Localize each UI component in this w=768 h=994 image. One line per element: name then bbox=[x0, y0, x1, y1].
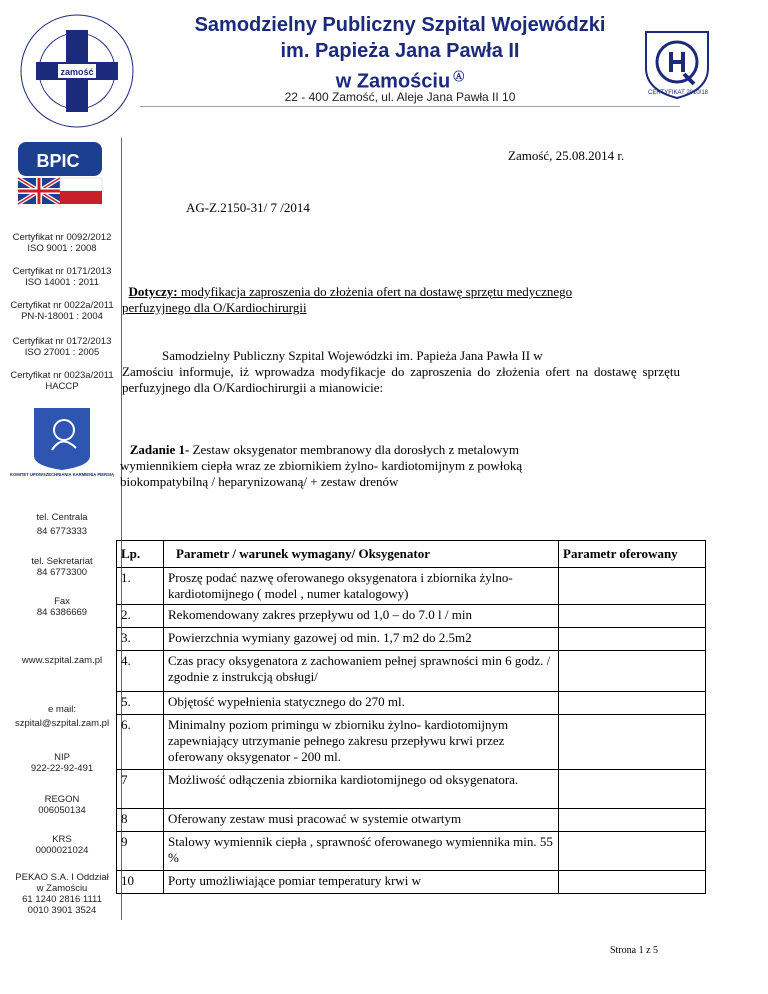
row-offered-cell[interactable] bbox=[559, 628, 706, 651]
subject-line1: modyfikacja zaproszenia do złożenia ofert na dostawę sprzętu medycznego bbox=[177, 284, 573, 299]
contact-krs bbox=[6, 834, 118, 856]
cert-number: Certyfikat nr 0171/2013 bbox=[12, 266, 112, 277]
contact-fax bbox=[6, 596, 118, 618]
cert-1 bbox=[6, 266, 118, 288]
task-line1: Zestaw oksygenator membranowy dla dorosłych z metalowym bbox=[189, 442, 519, 457]
row-offered-cell[interactable] bbox=[559, 871, 706, 894]
cert-number: Certyfikat nr 0172/2013 bbox=[12, 336, 112, 347]
contact-label: NIP bbox=[54, 752, 70, 763]
row-number: 10 bbox=[117, 871, 164, 894]
letter-subject bbox=[122, 284, 682, 316]
cert-number: Certyfikat nr 0092/2012 bbox=[12, 232, 112, 243]
contact-label: tel. Centrala bbox=[36, 512, 88, 523]
row-number: 2. bbox=[117, 605, 164, 628]
table-row bbox=[117, 568, 706, 605]
table-header-row bbox=[117, 541, 706, 568]
intro-line1: Samodzielny Publiczny Szpital Wojewódzki im. Papieża Jana Pawła II w bbox=[162, 348, 543, 363]
cert-3 bbox=[6, 336, 118, 358]
cert-2 bbox=[6, 300, 118, 322]
row-offered-cell[interactable] bbox=[559, 832, 706, 871]
hospital-name-line2: im. Papieża Jana Pawła II bbox=[280, 40, 520, 62]
registered-mark-icon: Ⓐ bbox=[450, 71, 465, 83]
row-offered-cell[interactable] bbox=[559, 605, 706, 628]
cert-standard: HACCP bbox=[45, 381, 79, 392]
task-line3: biokompatybilną / heparynizowaną/ + zestaw drenów bbox=[120, 474, 399, 489]
bpic-logo-text: BPIC bbox=[36, 151, 80, 171]
row-parameter: Porty umożliwiające pomiar temperatury krwi w bbox=[164, 871, 559, 894]
row-number: 7 bbox=[117, 770, 164, 809]
table-row bbox=[117, 809, 706, 832]
cert-number: Certyfikat nr 0022a/2011 bbox=[10, 300, 114, 311]
row-parameter: Objętość wypełnienia statycznego do 270 ml. bbox=[164, 692, 559, 715]
header-offered: Parametr oferowany bbox=[559, 541, 706, 568]
website-link[interactable]: www.szpital.zam.pl bbox=[21, 655, 103, 666]
contact-label: Fax bbox=[54, 596, 70, 607]
parameters-table bbox=[116, 540, 706, 894]
contact-value: 922-22-92-491 bbox=[30, 763, 94, 774]
hospital-name-line1: Samodzielny Publiczny Szpital Wojewódzki bbox=[194, 14, 606, 36]
row-number: 4. bbox=[117, 651, 164, 692]
reference-number: AG-Z.2150-31/ 7 /2014 bbox=[186, 200, 310, 215]
cert-standard: ISO 27001 : 2005 bbox=[24, 347, 100, 358]
bank-account-part1: 61 1240 2816 1111 bbox=[22, 894, 102, 905]
bank-account-part2: 0010 3901 3524 bbox=[27, 905, 97, 916]
bank-info bbox=[6, 872, 118, 916]
row-number: 5. bbox=[117, 692, 164, 715]
contact-central bbox=[6, 512, 118, 537]
hospital-name-line3: w Zamościu bbox=[335, 70, 451, 93]
task-description bbox=[120, 442, 680, 490]
bpic-logo bbox=[18, 142, 102, 206]
contact-value: 84 6773300 bbox=[36, 567, 88, 578]
row-offered-cell[interactable] bbox=[559, 715, 706, 770]
row-parameter: Możliwość odłączenia zbiornika kardiotomijnego od oksygenatora. bbox=[164, 770, 559, 809]
header-lp: Lp. bbox=[117, 541, 164, 568]
contact-label: e mail: bbox=[48, 704, 76, 715]
letter-intro bbox=[122, 348, 680, 396]
table-row bbox=[117, 770, 706, 809]
task-label: Zadanie 1- bbox=[129, 442, 190, 457]
contact-value: 84 6773333 bbox=[36, 526, 88, 537]
row-parameter: Czas pracy oksygenatora z zachowaniem pełnej sprawności min 6 godz. / zgodnie z instrukcją obsługi/ bbox=[164, 651, 559, 692]
row-parameter: Stalowy wymiennik ciepła , sprawność oferowanego wymiennika min. 55 % bbox=[164, 832, 559, 871]
contact-regon bbox=[6, 794, 118, 816]
contact-value: 0000021024 bbox=[35, 845, 89, 856]
intro-continuation: Zamościu informuje, iż wprowadza modyfikacje do zaproszenia do złożenia ofert na dostawę sprzętu perfuzyjnego dla O/Kardiochirurgii a mianowicie: bbox=[122, 364, 680, 395]
quality-cert-caption: CERTYFIKAT 2010/18 bbox=[647, 90, 709, 96]
table-row bbox=[117, 871, 706, 894]
contact-label: tel. Sekretariat bbox=[31, 556, 93, 567]
hospital-logo bbox=[18, 12, 136, 130]
contact-label: KRS bbox=[52, 834, 72, 845]
cert-standard: ISO 14001 : 2011 bbox=[25, 277, 99, 288]
bank-branch: w Zamościu bbox=[36, 883, 88, 894]
letter-date: Zamość, 25.08.2014 r. bbox=[508, 148, 625, 163]
contact-email bbox=[6, 704, 118, 729]
header-divider bbox=[140, 106, 680, 107]
contact-website bbox=[6, 655, 118, 666]
row-offered-cell[interactable] bbox=[559, 568, 706, 605]
table-row bbox=[117, 628, 706, 651]
komitet-logo-text: KOMITET UPOWSZECHNIANIA KARMIENIA PIERSIĄ bbox=[9, 472, 115, 477]
table-row bbox=[117, 692, 706, 715]
row-number: 9 bbox=[117, 832, 164, 871]
hospital-name bbox=[150, 12, 650, 95]
table-row bbox=[117, 651, 706, 692]
cert-0 bbox=[6, 232, 118, 254]
hospital-address: 22 - 400 Zamość, ul. Aleje Jana Pawła II 10 bbox=[284, 90, 516, 104]
contact-value: 84 6386669 bbox=[36, 607, 88, 618]
cert-standard: PN-N-18001 : 2004 bbox=[21, 311, 103, 322]
row-parameter: Minimalny poziom primingu w zbiorniku żylno- kardiotomijnym zapewniający utrzymanie pełnego zakresu przepływu krwi przez oferowany oksygenator - 200 ml. bbox=[164, 715, 559, 770]
row-number: 3. bbox=[117, 628, 164, 651]
subject-line2: perfuzyjnego dla O/Kardiochirurgii bbox=[122, 300, 307, 315]
table-row bbox=[117, 715, 706, 770]
row-parameter: Rekomendowany zakres przepływu od 1,0 – do 7.0 l / min bbox=[164, 605, 559, 628]
header-parameter: Parametr / warunek wymagany/ Oksygenator bbox=[164, 541, 559, 568]
contact-nip bbox=[6, 752, 118, 774]
row-offered-cell[interactable] bbox=[559, 651, 706, 692]
row-offered-cell[interactable] bbox=[559, 770, 706, 809]
contact-secretariat bbox=[6, 556, 118, 578]
row-number: 6. bbox=[117, 715, 164, 770]
row-parameter: Powierzchnia wymiany gazowej od min. 1,7 m2 do 2.5m2 bbox=[164, 628, 559, 651]
bank-name: PEKAO S.A. I Oddział bbox=[15, 872, 109, 883]
breastfeeding-committee-logo bbox=[9, 404, 115, 490]
cert-standard: ISO 9001 : 2008 bbox=[27, 243, 97, 254]
email-link[interactable]: szpital@szpital.zam.pl bbox=[14, 718, 110, 729]
contact-label: REGON bbox=[44, 794, 80, 805]
page-number: Strona 1 z 5 bbox=[610, 945, 659, 956]
row-offered-cell[interactable] bbox=[559, 809, 706, 832]
table-row bbox=[117, 605, 706, 628]
row-number: 1. bbox=[117, 568, 164, 605]
row-parameter: Proszę podać nazwę oferowanego oksygenatora i zbiornika żylno- kardiotomijnego ( model , numer katalogowy) bbox=[164, 568, 559, 605]
table-row bbox=[117, 832, 706, 871]
row-parameter: Oferowany zestaw musi pracować w systemie otwartym bbox=[164, 809, 559, 832]
row-number: 8 bbox=[117, 809, 164, 832]
subject-label: Dotyczy: bbox=[128, 284, 178, 299]
cert-4 bbox=[6, 370, 118, 392]
row-offered-cell[interactable] bbox=[559, 692, 706, 715]
cert-number: Certyfikat nr 0023a/2011 bbox=[10, 370, 114, 381]
task-line2: wymiennikiem ciepła wraz ze zbiornikiem żylno- kardiotomijnym z powłoką bbox=[120, 458, 523, 473]
hospital-logo-text: zamość bbox=[60, 67, 94, 77]
contact-value: 006050134 bbox=[38, 805, 86, 816]
